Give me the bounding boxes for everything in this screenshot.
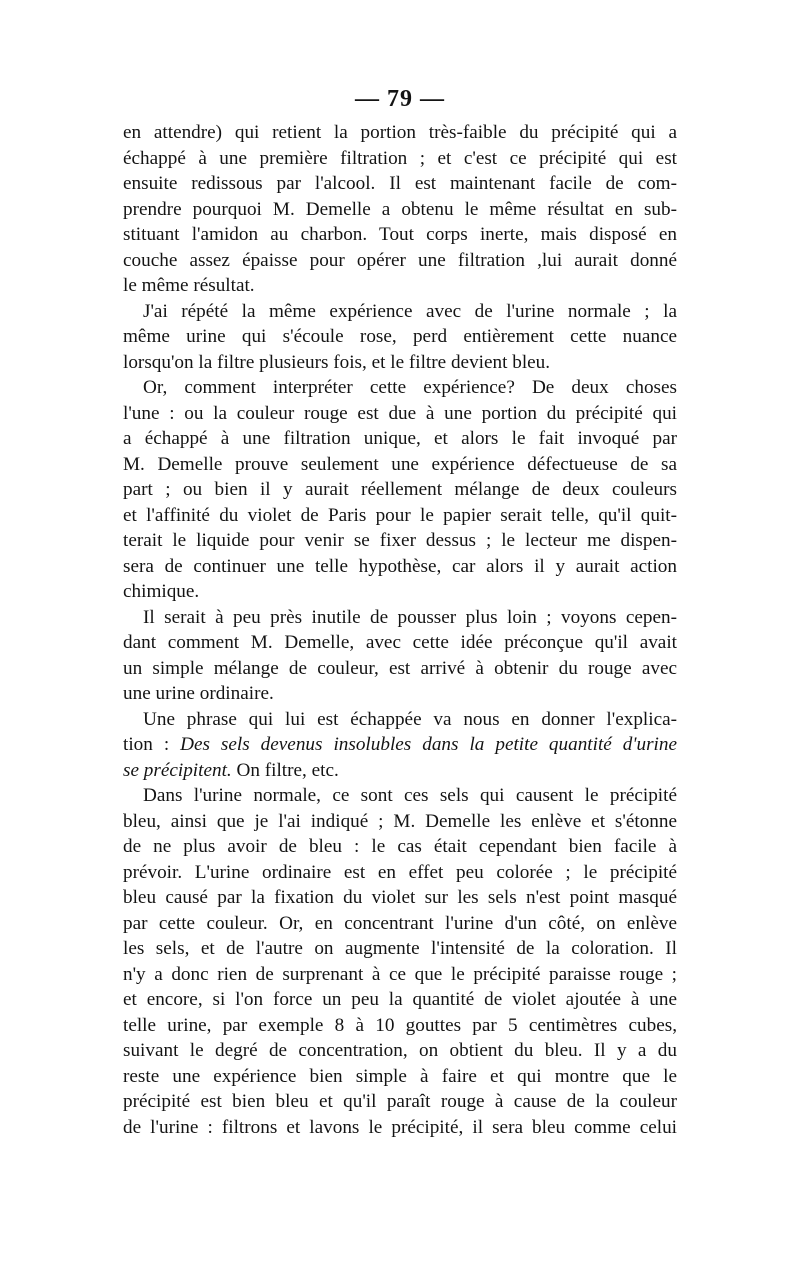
italic-text: Des sels devenus insolubles dans la petite quantité d'urine (180, 734, 677, 755)
text-line: et encore, si l'on force un peu la quantité de violet ajoutée à une (123, 989, 677, 1010)
text-line: l'une : ou la couleur rouge est due à une portion du précipité qui (123, 402, 677, 424)
text-line: dant comment M. Demelle, avec cette idée préconçue qu'il avait (123, 632, 677, 653)
text-line: Il serait à peu près inutile de pousser plus loin ; voyons cepen- (143, 606, 677, 628)
text-line: telle urine, par exemple 8 à 10 gouttes par 5 centimètres cubes, (123, 1014, 677, 1036)
text-line: de l'urine : filtrons et lavons le précipité, il sera bleu comme celui (123, 1116, 677, 1138)
text-line: part ; ou bien il y aurait réellement mélange de deux couleurs (123, 479, 677, 500)
page-body (123, 120, 677, 1140)
text-line: prévoir. L'urine ordinaire est en effet peu colorée ; le précipité (123, 861, 677, 883)
text-line: bleu, ainsi que je l'ai indiqué ; M. Demelle les enlève et s'étonne (123, 810, 677, 832)
paragraph (123, 299, 677, 376)
text-line: stituant l'amidon au charbon. Tout corps inerte, mais disposé en (123, 224, 677, 245)
book-page (123, 84, 677, 1140)
text-line: le même résultat. (123, 275, 255, 296)
paragraph (123, 707, 677, 784)
text-line: n'y a donc rien de surprenant à ce que le précipité paraisse rouge ; (123, 963, 677, 985)
text-line: couche assez épaisse pour opérer une filtration ,lui aurait donné (123, 249, 677, 271)
page-number: — 79 — (355, 86, 445, 112)
text-line: tion : Des sels devenus insolubles dans la petite quantité d'urine (123, 734, 677, 755)
text-line: une urine ordinaire. (123, 683, 274, 704)
text-line: a échappé à une filtration unique, et alors le fait invoqué par (123, 428, 677, 449)
text-line: J'ai répété la même expérience avec de l'urine normale ; la (143, 300, 677, 322)
text-line: sera de continuer une telle hypothèse, car alors il y aurait action (123, 555, 677, 577)
text-line: même urine qui s'écoule rose, perd entièrement cette nuance (123, 326, 677, 347)
text-line: par cette couleur. Or, en concentrant l'urine d'un côté, on enlève (123, 912, 677, 934)
text-line: terait le liquide pour venir se fixer dessus ; le lecteur me dispen- (123, 530, 677, 551)
text-line: ensuite redissous par l'alcool. Il est maintenant facile de com- (123, 173, 677, 194)
text-line: prendre pourquoi M. Demelle a obtenu le même résultat en sub- (123, 198, 677, 220)
text-line: M. Demelle prouve seulement une expérience défectueuse de sa (123, 453, 677, 475)
text-line: bleu causé par la fixation du violet sur les sels n'est point masqué (123, 887, 677, 908)
text-line: Une phrase qui lui est échappée va nous en donner l'explica- (143, 708, 677, 730)
text-line: Or, comment interpréter cette expérience? De deux choses (143, 377, 677, 398)
paragraph (123, 783, 677, 1140)
text-line: Dans l'urine normale, ce sont ces sels qui causent le précipité (143, 785, 677, 806)
text-line: lorsqu'on la filtre plusieurs fois, et le filtre devient bleu. (123, 351, 551, 373)
text-line: un simple mélange de couleur, est arrivé à obtenir du rouge avec (123, 657, 677, 679)
text-line: en attendre) qui retient la portion très-faible du précipité qui a (123, 122, 677, 143)
text-line: suivant le degré de concentration, on obtient du bleu. Il y a du (123, 1040, 677, 1061)
paragraph (123, 120, 677, 299)
italic-text: se précipitent. (123, 759, 232, 781)
text-line: échappé à une première filtration ; et c'est ce précipité qui est (123, 147, 677, 169)
text-line: et l'affinité du violet de Paris pour le papier serait telle, qu'il quit- (123, 504, 677, 526)
text-line: chimique. (123, 581, 200, 602)
paragraph (123, 375, 677, 605)
text-line: précipité est bien bleu et qu'il paraît rouge à cause de la couleur (123, 1091, 677, 1112)
text-line: de ne plus avoir de bleu : le cas était cependant bien facile à (123, 836, 677, 857)
text-line: reste une expérience bien simple à faire et qui montre que le (123, 1065, 677, 1087)
paragraph (123, 605, 677, 707)
text-line: se précipitent. On filtre, etc. (123, 759, 339, 781)
text-line: les sels, et de l'autre on augmente l'intensité de la coloration. Il (123, 938, 677, 959)
